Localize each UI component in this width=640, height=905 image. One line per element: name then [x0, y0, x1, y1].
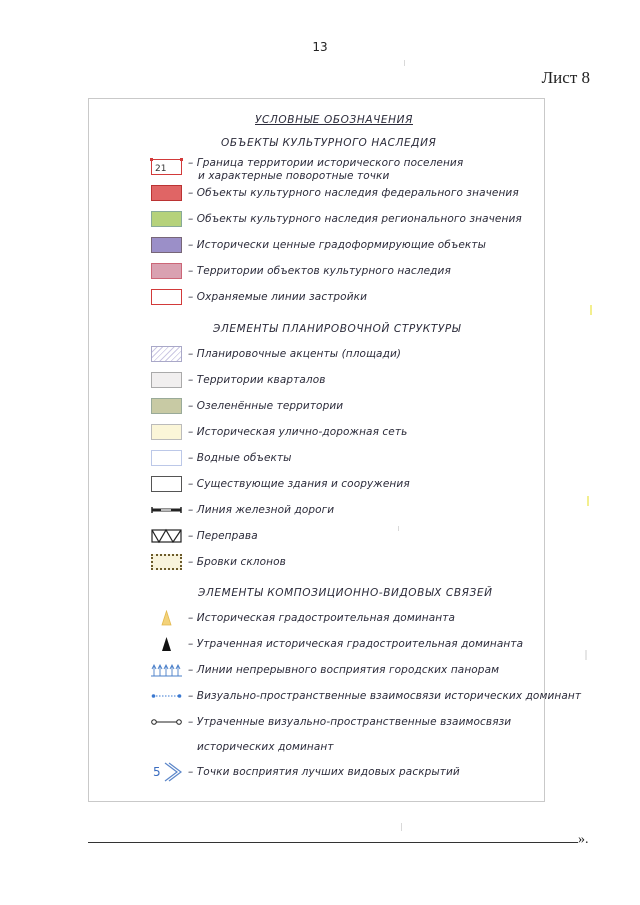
ferry-crossing-icon — [151, 528, 182, 544]
green-fill-swatch-icon — [151, 211, 182, 227]
section-heading-planning: ЭЛЕМЕНТЫ ПЛАНИРОВОЧНОЙ СТРУКТУРЫ — [213, 323, 462, 335]
pink-fill-swatch-icon — [151, 263, 182, 279]
section-heading-composition: ЭЛЕМЕНТЫ КОМПОЗИЦИОННО-ВИДОВЫХ СВЯЗЕЙ — [198, 587, 493, 599]
legend-label-continuation: исторических доминант — [197, 741, 334, 753]
scan-artifact — [404, 60, 405, 66]
legend-label: – Бровки склонов — [188, 556, 286, 568]
legend-label-continuation: и характерные поворотные точки — [198, 170, 390, 182]
scan-artifact — [585, 650, 587, 660]
legend-label: – Планировочные акценты (площади) — [188, 348, 402, 360]
legend-label: – Визуально-пространственные взаимосвязи исторических доминант — [188, 690, 582, 702]
scan-artifact — [587, 496, 589, 506]
slope-edge-swatch-icon — [151, 554, 182, 570]
legend-label: – Объекты культурного наследия федерального значения — [188, 187, 519, 199]
railway-line-icon — [151, 502, 182, 518]
red-outline-swatch-icon — [151, 289, 182, 305]
black-outline-swatch-icon — [151, 476, 182, 492]
legend-label: – Историческая градостроительная доминанта — [188, 612, 455, 624]
section-heading-heritage: ОБЪЕКТЫ КУЛЬТУРНОГО НАСЛЕДИЯ — [221, 137, 437, 149]
legend-label: – Объекты культурного наследия регионального значения — [188, 213, 522, 225]
legend-label: – Территории объектов культурного наследия — [188, 265, 451, 277]
viewpoint-number: 5 — [153, 765, 161, 779]
boundary-points-icon — [151, 159, 182, 175]
legend-label: – Линии непрерывного восприятия городских панорам — [188, 664, 500, 676]
sheet-label: Лист 8 — [541, 68, 590, 87]
legend-label: – Линия железной дороги — [188, 504, 335, 516]
legend-label: – Водные объекты — [188, 452, 292, 464]
olive-swatch-icon — [151, 398, 182, 414]
black-triangle-icon — [151, 636, 182, 652]
panorama-arrows-icon — [151, 662, 182, 678]
closing-mark: ». — [578, 832, 589, 847]
legend-label: – Точки восприятия лучших видовых раскрытий — [188, 766, 460, 778]
yellow-triangle-icon — [151, 610, 182, 626]
scan-artifact — [590, 305, 592, 315]
hatched-swatch-icon — [151, 346, 182, 362]
legend-label: – Исторически ценные градоформирующие объекты — [188, 239, 486, 251]
light-gray-swatch-icon — [151, 372, 182, 388]
legend-label: – Существующие здания и сооружения — [188, 478, 410, 490]
page-number: 13 — [312, 40, 328, 54]
open-circle-line-icon — [151, 714, 182, 730]
red-fill-swatch-icon — [151, 185, 182, 201]
purple-fill-swatch-icon — [151, 237, 182, 253]
legend-label: – Озеленённые территории — [188, 400, 344, 412]
scan-artifact — [401, 823, 402, 831]
boundary-point-number: 21 — [155, 164, 167, 174]
legend-label: – Территории кварталов — [188, 374, 326, 386]
signature-line — [88, 842, 578, 843]
blue-outline-swatch-icon — [151, 450, 182, 466]
dotted-blue-line-icon — [151, 688, 182, 704]
legend-label: – Охраняемые линии застройки — [188, 291, 367, 303]
scan-artifact — [398, 526, 399, 531]
legend-label: – Граница территории исторического поселения — [188, 157, 464, 169]
legend-label: – Утраченная историческая градостроительная доминанта — [188, 638, 524, 650]
legend-label: – Историческая улично-дорожная сеть — [188, 426, 408, 438]
cream-swatch-icon — [151, 424, 182, 440]
legend-title: УСЛОВНЫЕ ОБОЗНАЧЕНИЯ — [255, 114, 413, 126]
legend-label: – Переправа — [188, 530, 258, 542]
legend-label: – Утраченные визуально-пространственные взаимосвязи — [188, 716, 512, 728]
